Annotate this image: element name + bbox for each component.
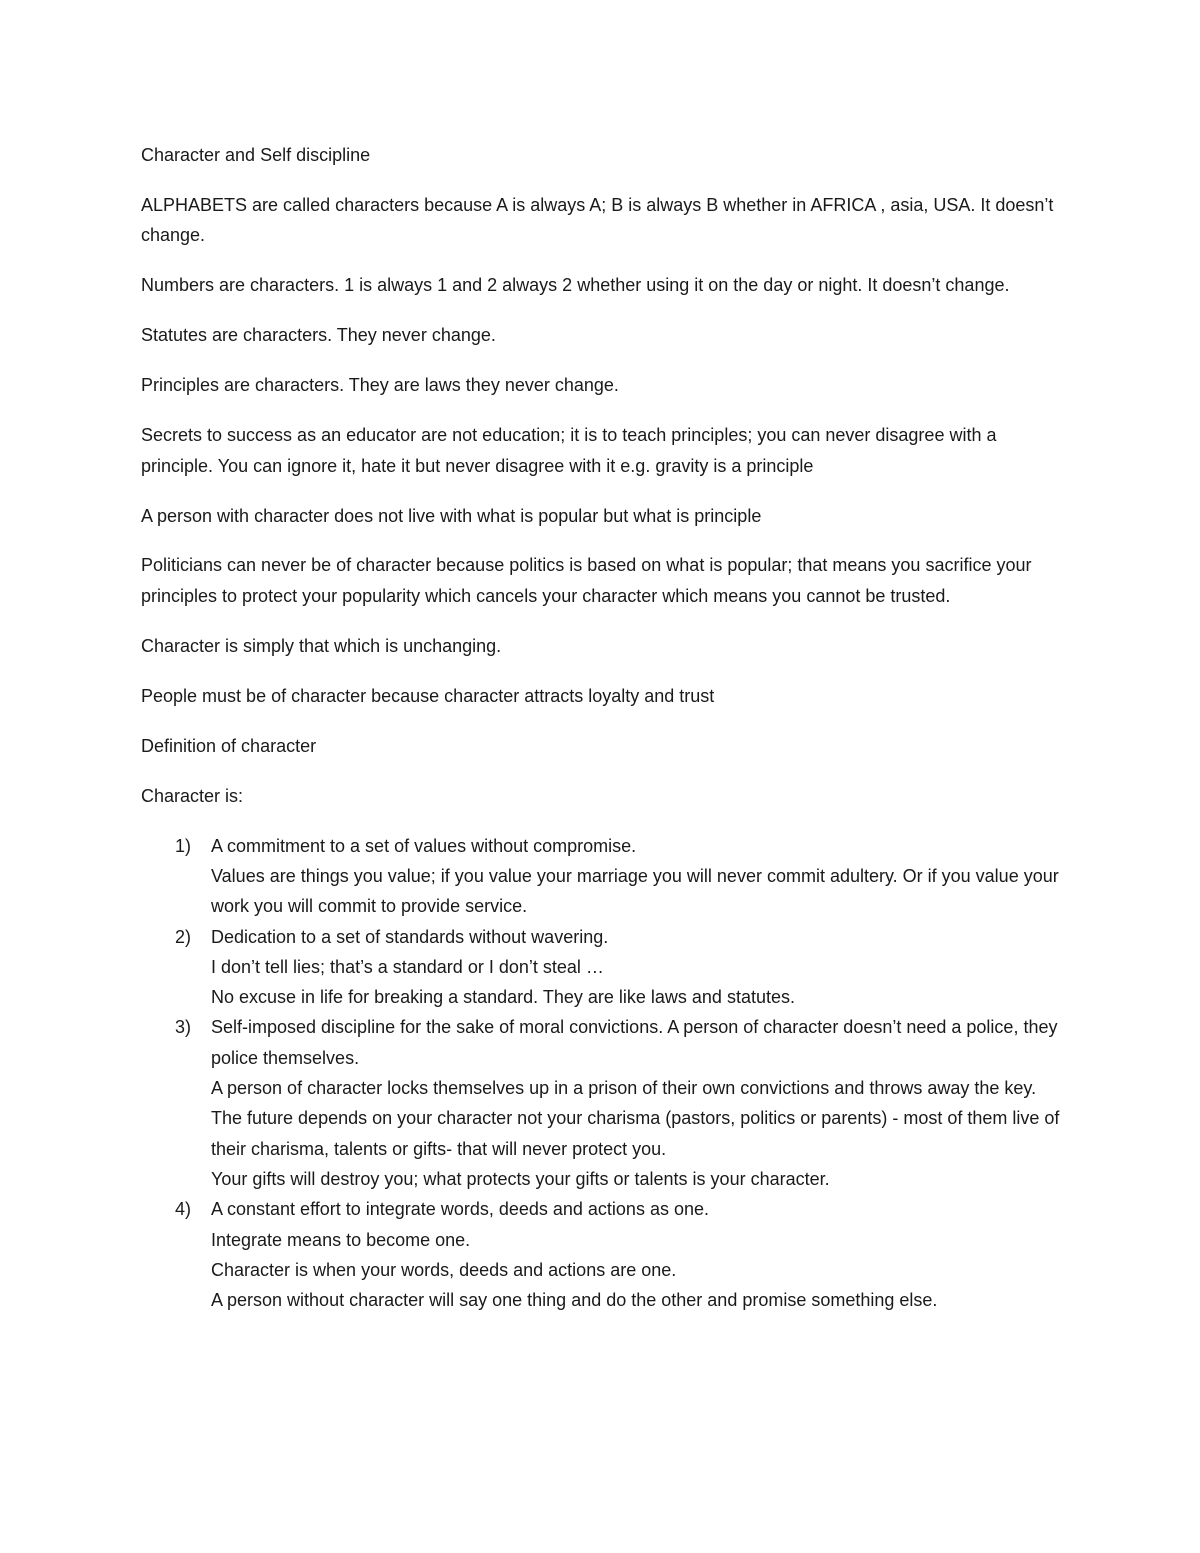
list-item	[141, 1194, 1071, 1315]
list-line: Self-imposed discipline for the sake of moral convictions. A person of character doesn’t need a police, they police themselves.	[211, 1017, 1058, 1068]
list-line: A constant effort to integrate words, deeds and actions as one.	[211, 1199, 709, 1220]
paragraph-person-with-character: A person with character does not live with what is popular but what is principle	[141, 505, 762, 526]
list-line: Integrate means to become one.	[211, 1229, 471, 1250]
paragraph-politicians: Politicians can never be of character because politics is based on what is popular; that means you sacrifice your principles to protect your popularity which cancels your character which means you cannot be trusted.	[141, 555, 1032, 606]
paragraph-principles: Principles are characters. They are laws they never change.	[141, 375, 619, 396]
paragraph-alphabets: ALPHABETS are called characters because A is always A; B is always B whether in AFRICA , asia, USA. It doesn’t change.	[141, 194, 1054, 246]
paragraph-numbers: Numbers are characters. 1 is always 1 and 2 always 2 whether using it on the day or night. It doesn’t change.	[141, 275, 1010, 296]
paragraph-unchanging: Character is simply that which is unchanging.	[141, 635, 502, 656]
list-line: The future depends on your character not your charisma (pastors, politics or parents) - most of them live of their charisma, talents or gifts- that will never protect you.	[211, 1108, 1060, 1159]
list-item	[141, 1012, 1071, 1194]
document-title: Character and Self discipline	[141, 145, 371, 165]
list-line: Character is when your words, deeds and actions are one.	[211, 1259, 677, 1280]
list-item	[141, 922, 1071, 1013]
list-line: No excuse in life for breaking a standard. They are like laws and statutes.	[211, 987, 795, 1008]
list-line: Dedication to a set of standards without wavering.	[211, 926, 609, 947]
list-number: 1)	[175, 835, 192, 856]
list-item	[141, 831, 1071, 922]
list-line: I don’t tell lies; that’s a standard or I don’t steal …	[211, 956, 604, 977]
list-number: 3)	[175, 1017, 192, 1038]
definition-list	[141, 831, 1071, 1316]
list-line: A person without character will say one thing and do the other and promise something else.	[211, 1290, 938, 1311]
paragraph-statutes: Statutes are characters. They never change.	[141, 325, 496, 346]
paragraph-loyalty-and-trust: People must be of character because character attracts loyalty and trust	[141, 685, 715, 706]
paragraph-secrets-to-success: Secrets to success as an educator are not education; it is to teach principles; you can never disagree with a principle. You can ignore it, hate it but never disagree with it e.g. gravity is a principle	[141, 425, 997, 476]
list-line: Values are things you value; if you value your marriage you will never commit adultery. Or if you value your work you will commit to provide service.	[211, 866, 1059, 917]
list-number: 2)	[175, 926, 192, 947]
paragraph-character-is: Character is:	[141, 785, 244, 806]
document-page	[141, 140, 1071, 1315]
paragraph-definition-heading: Definition of character	[141, 735, 317, 756]
list-number: 4)	[175, 1199, 192, 1220]
list-line: A commitment to a set of values without compromise.	[211, 835, 637, 856]
list-line: A person of character locks themselves up in a prison of their own convictions and throws away the key.	[211, 1078, 1037, 1099]
list-line: Your gifts will destroy you; what protects your gifts or talents is your character.	[211, 1168, 830, 1189]
